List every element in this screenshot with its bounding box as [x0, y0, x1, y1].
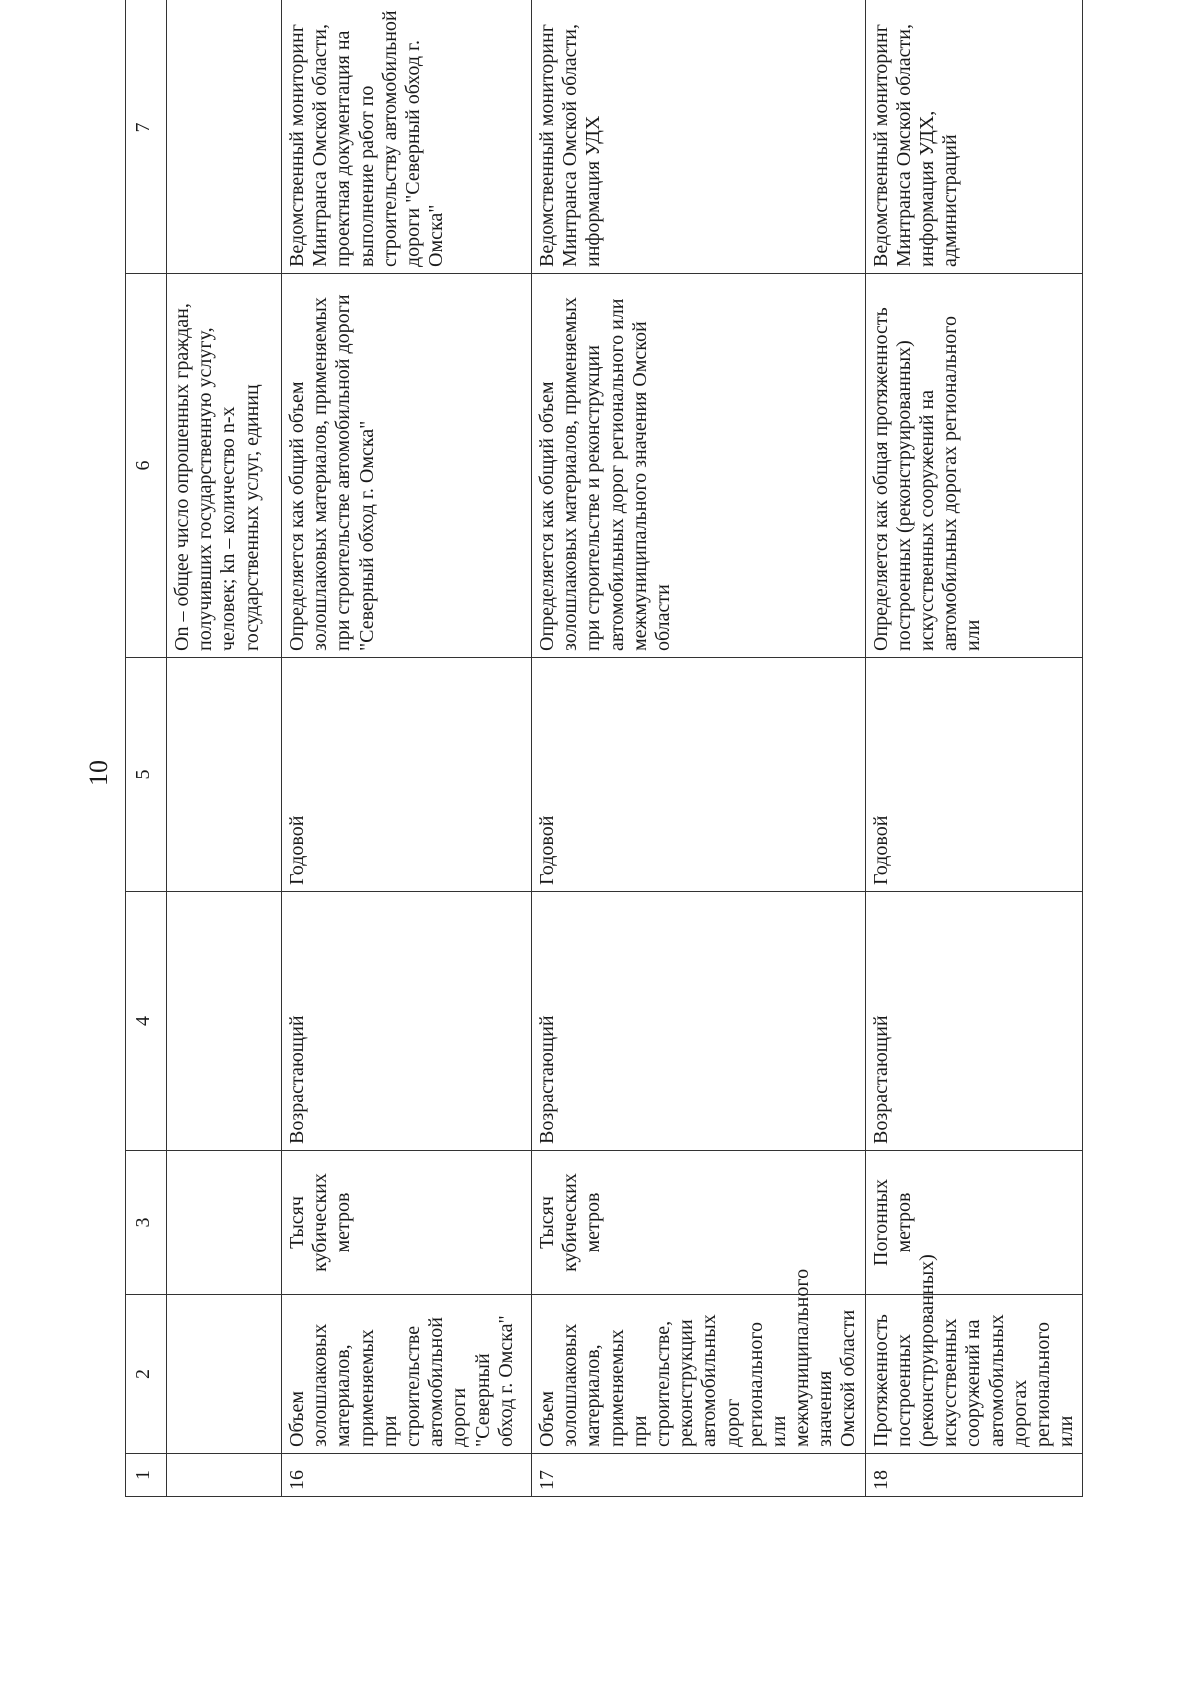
- column-header: 2: [126, 1295, 167, 1454]
- indicator-name: Объем золошлаковых материалов, применяемых при строительстве, реконструкции автомобильных дорог регионального или межмуниципального значения Омской области: [532, 1295, 866, 1454]
- source-cell: Ведомственный мониторинг Минтранса Омской области, информация УДХ, администраций: [865, 0, 1083, 274]
- column-header: 5: [126, 658, 167, 892]
- indicator-name: Протяженность построенных (реконструированных) искусственных сооружений на автомобильных дорогах регионального или: [865, 1295, 1083, 1454]
- page-number: 10: [84, 760, 113, 786]
- table-cell: [167, 892, 282, 1151]
- table-cell: [167, 0, 282, 274]
- period-cell: Годовой: [282, 658, 532, 892]
- row-number: 18: [865, 1454, 1083, 1497]
- column-header: 4: [126, 892, 167, 1151]
- column-header: 6: [126, 274, 167, 658]
- column-header: 7: [126, 0, 167, 274]
- method-cell: Определяется как общий объем золошлаковых материалов, применяемых при строительстве и реконструкции автомобильных дорог регионального или межмуниципального значения Омской области: [532, 274, 866, 658]
- method-cell: Определяется как общая протяженность построенных (реконструированных) искусственных сооружений на автомобильных дорогах регионального или: [865, 274, 1083, 658]
- header-row: [126, 0, 167, 1497]
- table-row: [532, 0, 866, 1497]
- continuation-row: [167, 0, 282, 1497]
- column-header: 1: [126, 1454, 167, 1497]
- column-header: 3: [126, 1151, 167, 1295]
- table-cell: [167, 1295, 282, 1454]
- trend-cell: Возрастающий: [282, 892, 532, 1151]
- unit-cell: Тысяч кубических метров: [282, 1151, 532, 1295]
- indicator-name: Объем золошлаковых материалов, применяемых при строительстве автомобильной дороги "Северный обход г. Омска": [282, 1295, 532, 1454]
- table-row: [282, 0, 532, 1497]
- table-cell: [167, 1151, 282, 1295]
- period-cell: Годовой: [865, 658, 1083, 892]
- period-cell: Годовой: [532, 658, 866, 892]
- table-row: [865, 0, 1083, 1497]
- unit-cell: Погонных метров: [865, 1151, 1083, 1295]
- unit-cell: Тысяч кубических метров: [532, 1151, 866, 1295]
- method-cell: Оn – общее число опрошенных граждан, получивших государственную услугу, человек; kn – количество n-х государственных услуг, единиц: [167, 274, 282, 658]
- table-container: [125, 10, 1078, 1497]
- source-cell: Ведомственный мониторинг Минтранса Омской области, проектная документация на выполнение работ по строительству автомобильной дороги "Северный обход г. Омска": [282, 0, 532, 274]
- table-cell: [167, 658, 282, 892]
- method-cell: Определяется как общий объем золошлаковых материалов, применяемых при строительстве автомобильной дороги "Северный обход г. Омска": [282, 274, 532, 658]
- row-number: 17: [532, 1454, 866, 1497]
- trend-cell: Возрастающий: [532, 892, 866, 1151]
- table-cell: [167, 1454, 282, 1497]
- indicators-table: [125, 0, 1083, 1497]
- source-cell: Ведомственный мониторинг Минтранса Омской области, информация УДХ: [532, 0, 866, 274]
- row-number: 16: [282, 1454, 532, 1497]
- trend-cell: Возрастающий: [865, 892, 1083, 1151]
